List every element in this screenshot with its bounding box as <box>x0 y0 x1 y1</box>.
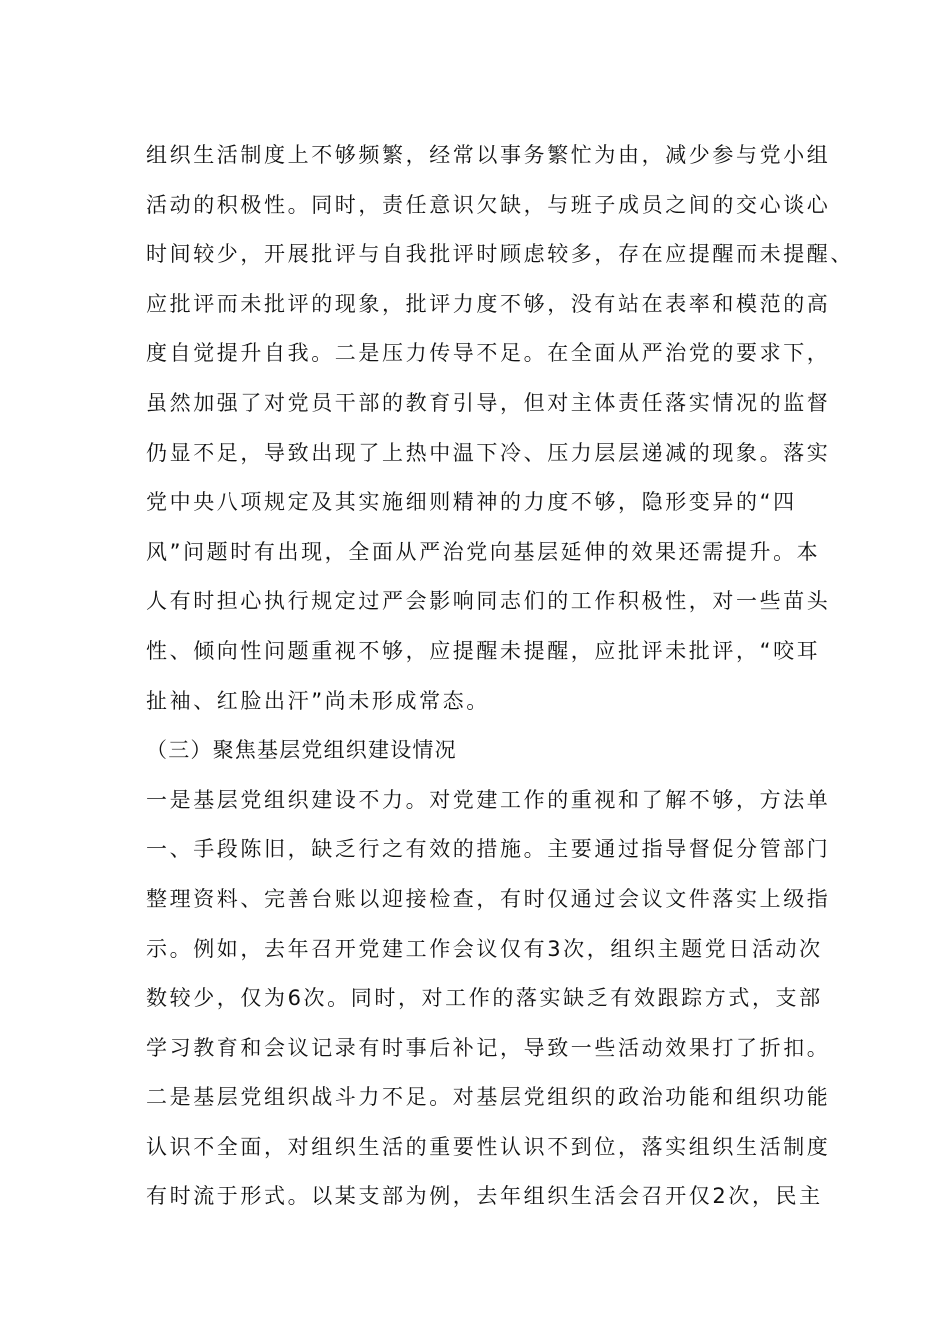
text-line: 度自觉提升自我。二是压力传导不足。在全面从严治党的要求下， <box>146 341 831 366</box>
section-heading: （三）聚焦基层党组织建设情况 <box>146 738 457 763</box>
text-line: 一、手段陈旧，缺乏行之有效的措施。主要通过指导督促分管部门 <box>146 837 831 862</box>
text-line: 二是基层党组织战斗力不足。对基层党组织的政治功能和组织功能 <box>146 1085 831 1110</box>
text-line: 扯袖、红脸出汗”尚未形成常态。 <box>146 688 490 713</box>
document-body <box>146 131 854 1222</box>
text-line: 仍显不足，导致出现了上热中温下冷、压力层层递减的现象。落实 <box>146 440 831 465</box>
text-line: 学习教育和会议记录有时事后补记，导致一些活动效果打了折扣。 <box>146 1035 831 1060</box>
text-line: 风”问题时有出现，全面从严治党向基层延伸的效果还需提升。本 <box>146 539 821 564</box>
text-line: 认识不全面，对组织生活的重要性认识不到位，落实组织生活制度 <box>146 1134 831 1159</box>
text-line: 应批评而未批评的现象，批评力度不够，没有站在表率和模范的高 <box>146 291 831 316</box>
text-line: 性、倾向性问题重视不够，应提醒未提醒，应批评未批评，“咬耳 <box>146 638 821 663</box>
text-line: 活动的积极性。同时，责任意识欠缺，与班子成员之间的交心谈心 <box>146 192 831 217</box>
text-line: 一是基层党组织建设不力。对党建工作的重视和了解不够，方法单 <box>146 787 831 812</box>
text-line: 有时流于形式。以某支部为例，去年组织生活会召开仅2次，民主 <box>146 1184 823 1209</box>
text-line: 组织生活制度上不够频繁，经常以事务繁忙为由，减少参与党小组 <box>146 143 831 167</box>
text-line: 时间较少，开展批评与自我批评时顾虑较多，存在应提醒而未提醒、 <box>146 242 854 267</box>
text-line: 示。例如，去年召开党建工作会议仅有3次，组织主题党日活动次 <box>146 936 823 961</box>
text-line: 人有时担心执行规定过严会影响同志们的工作积极性，对一些苗头 <box>146 589 831 614</box>
text-line: 党中央八项规定及其实施细则精神的力度不够，隐形变异的“四 <box>146 490 797 515</box>
text-line: 数较少，仅为6次。同时，对工作的落实缺乏有效跟踪方式，支部 <box>146 986 823 1011</box>
text-line: 整理资料、完善台账以迎接检查，有时仅通过会议文件落实上级指 <box>146 886 831 911</box>
text-line: 虽然加强了对党员干部的教育引导，但对主体责任落实情况的监督 <box>146 390 831 415</box>
